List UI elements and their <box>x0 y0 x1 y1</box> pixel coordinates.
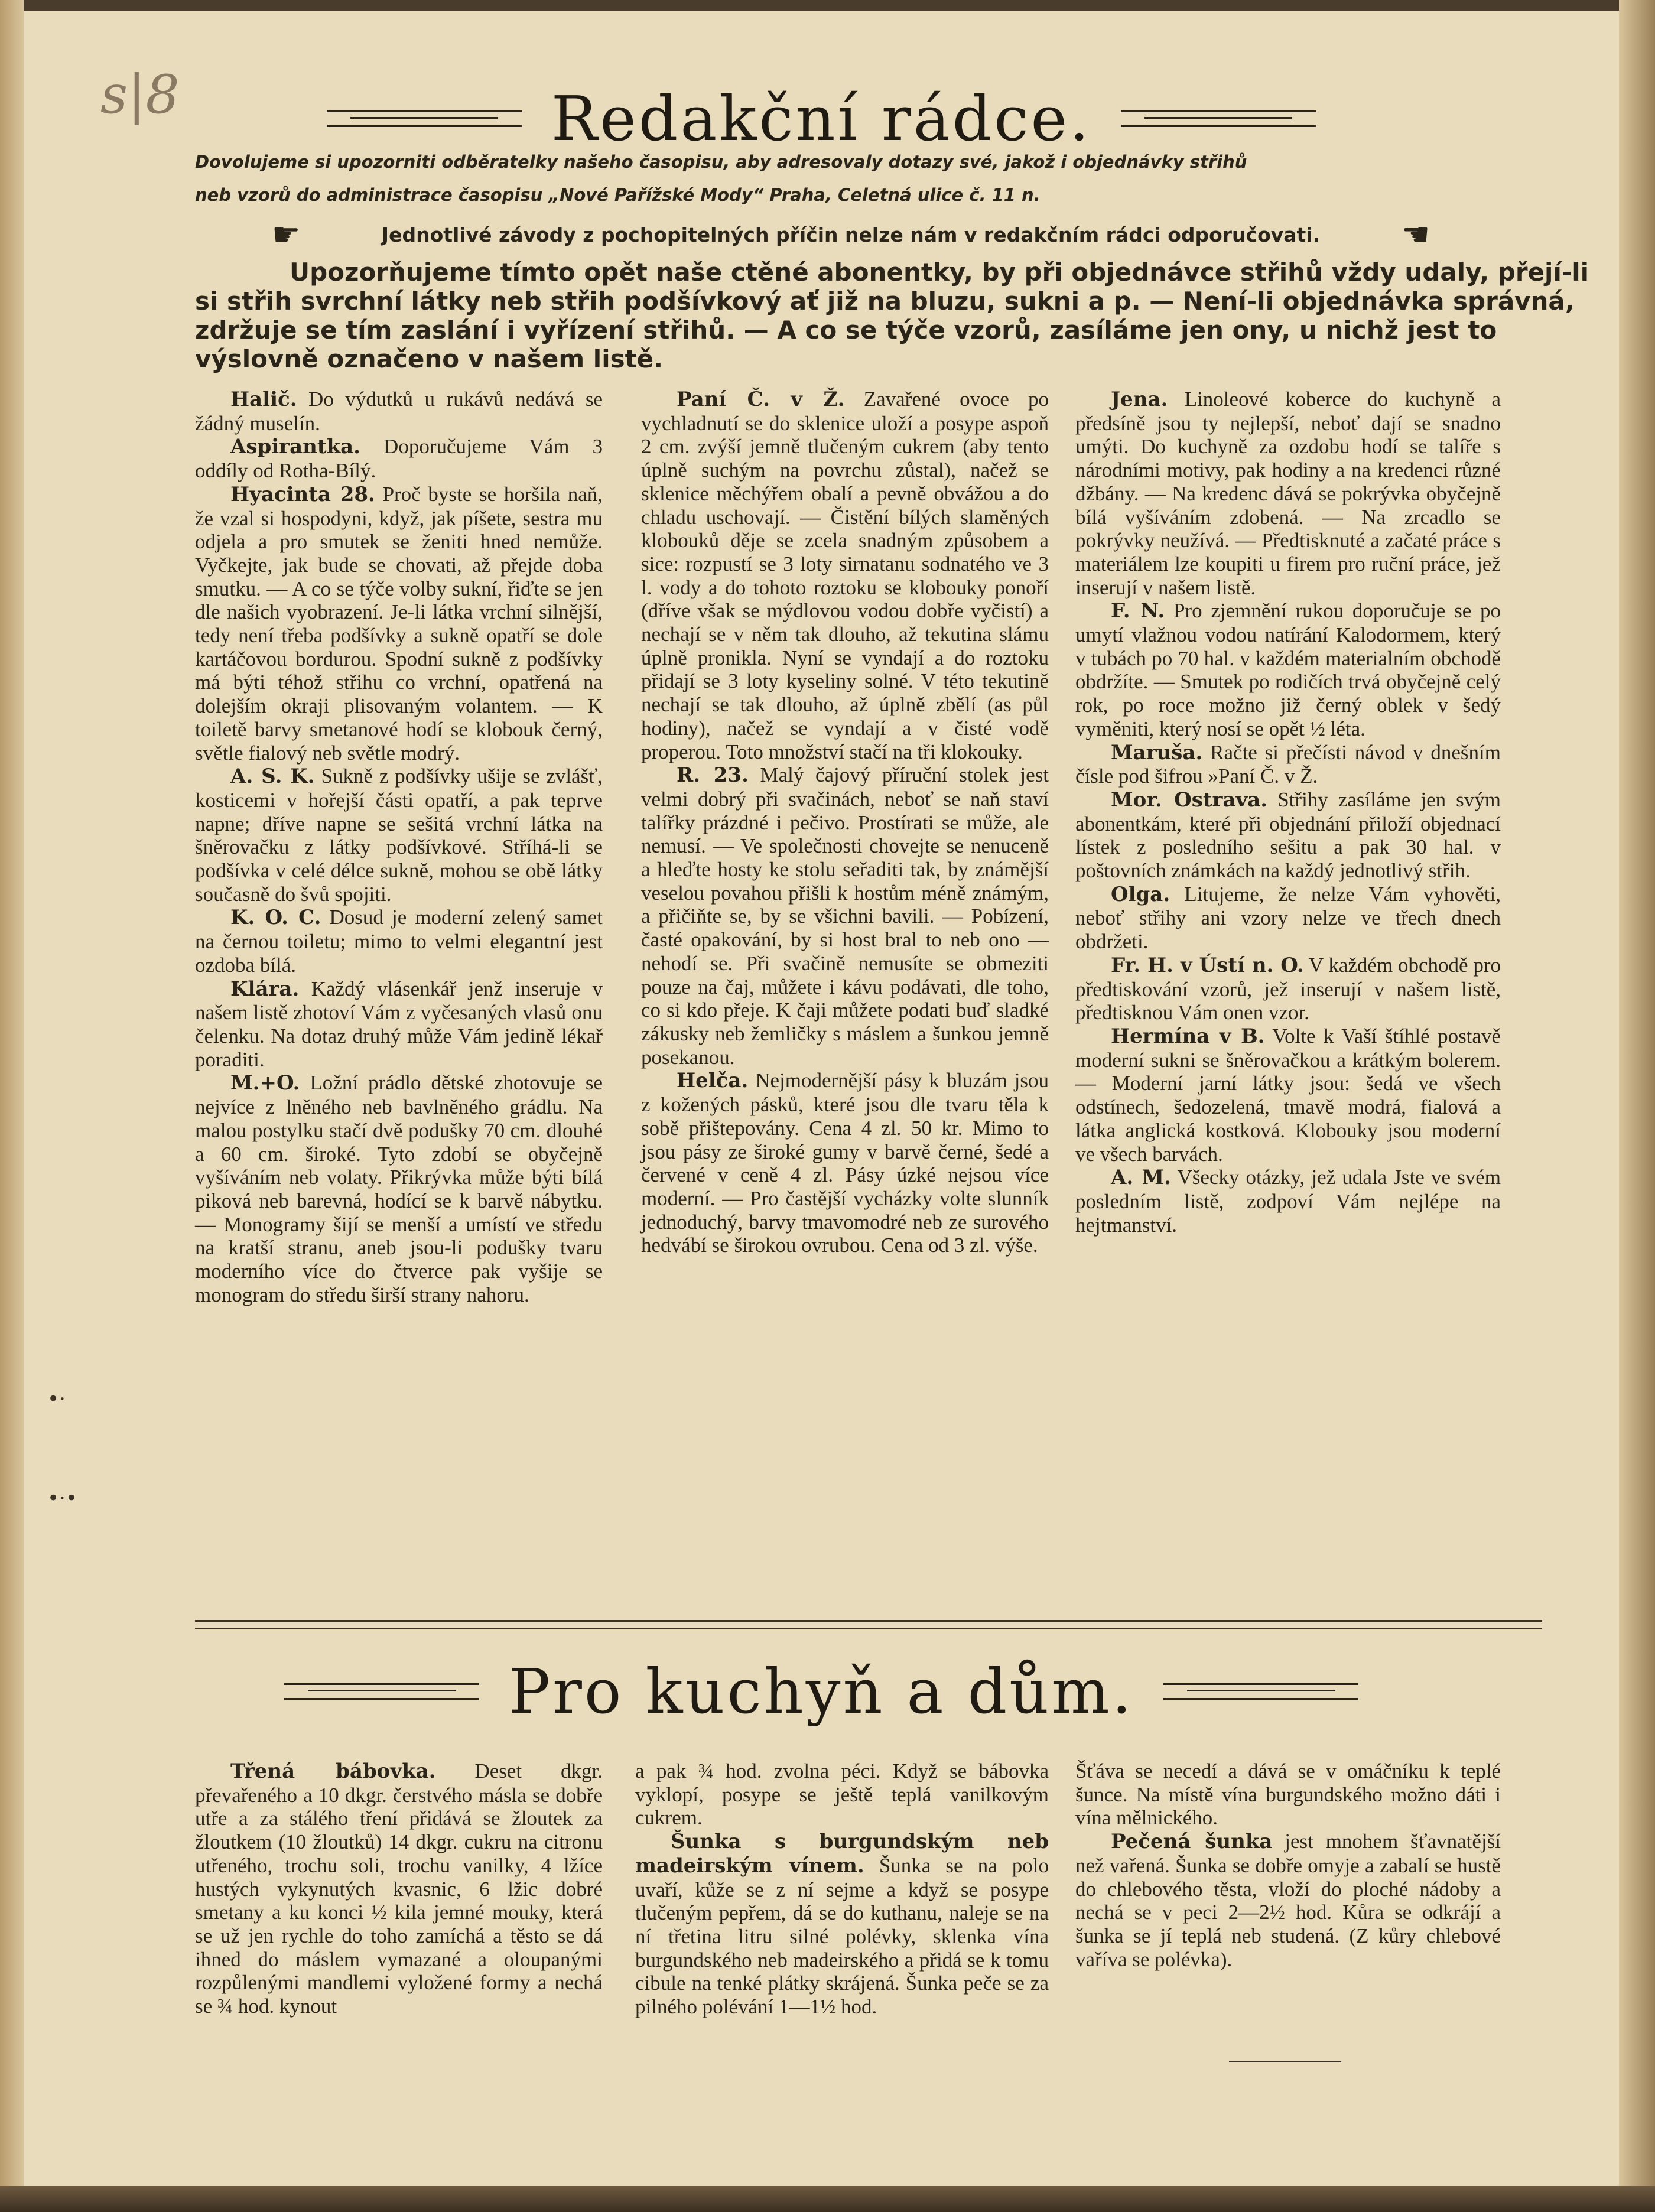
entry <box>1075 1166 1501 1237</box>
answers-column-2 <box>641 388 1049 1257</box>
entry <box>1075 788 1501 883</box>
entry <box>1075 1830 1501 1971</box>
entry-text: Všecky otázky, jež udala Jste ve svém posledním listě, zodpoví Vám nejlépe na hejtmanství. <box>1075 1166 1501 1237</box>
entry-name: Olga. <box>1111 882 1170 906</box>
entry-name: Fr. H. v Ústí n. O. <box>1111 953 1304 977</box>
title-rule-right <box>1121 110 1316 127</box>
notice-line-2: neb vzorů do administrace časopisu „Nové Pařížské Mody“ Praha, Celetná ulice č. 11 n. <box>195 185 1041 205</box>
entry-text: Do výdutků u rukávů nedává se žádný muselín. <box>195 388 603 435</box>
entry-name: K. O. C. <box>230 906 321 930</box>
entry-name: A. M. <box>1111 1166 1171 1190</box>
entry-name: Šunka s burgundským neb madeirským vínem. <box>635 1830 1049 1878</box>
entry-text: Dosud je moderní zelený samet na černou toiletu; mimo to velmi elegantní jest ozdoba bílá. <box>195 906 603 977</box>
entry-name: Jena. <box>1111 388 1168 411</box>
entry-text: Každý vlásenkář jenž inseruje v našem listě zhotoví Vám z vyčesaných vlasů onu čelenku. Na dotaz druhý může Vám jedině lékař poraditi. <box>195 977 603 1071</box>
entry-name: Paní Č. v Ž. <box>677 388 845 411</box>
entry-text: Šunka se na polo uvaří, kůže se z ní sejme a když se posype tlučeným pepřem, dá se do kuthanu, naleje se na ní třetina litru silné polévky, sklenka vína burgundského neb madeirského a přidá se k tomu cibule na tenké plátky skrájená. Šunka peče se za pilného polévání 1—1½ hod. <box>635 1853 1049 2019</box>
entry-text: Volte k Vaší štíhlé postavě moderní sukni se šněrovačkou a krátkým bolerem. — Moderní jarní látky jsou: šedá ve všech odstínech, šedozelená, tmavě modrá, fialová a látka anglická kostková. Klobouky jsou moderní ve všech barvách. <box>1075 1024 1501 1166</box>
entry <box>195 1759 603 2018</box>
title-rule-right <box>1163 1683 1358 1700</box>
entry-text: V každém obchodě pro předtiskování vzorů, jež inserují v našem listě, předtisknou Vám onen vzor. <box>1075 953 1501 1024</box>
title-rule-left <box>327 110 522 127</box>
margin-note: s|8 <box>100 64 180 126</box>
warning-line <box>272 214 1430 255</box>
section-title-pro-kuchyn <box>24 1653 1619 1730</box>
entry <box>641 763 1049 1069</box>
announcement-line: si střih svrchní látky neb střih podšívkový ať již na bluzu, sukni a p. — Není-li objednávka správná, <box>195 287 1575 315</box>
entry <box>195 906 603 977</box>
entry-text: Sukně z podšívky ušije se zvlášť, kosticemi v hořejší části opatří, a pak teprve napne; dříve napne se sešitá vrchní látka na šněrovačku z látky podšívkové. Stříhá-li se podšívka v celé délce sukně, mohou se obě látky současně do švů spojiti. <box>195 765 603 906</box>
entry <box>641 1069 1049 1257</box>
entry-text: a pak ¾ hod. zvolna péci. Když se bábovka vyklopí, posype se ještě teplá vanilkovým cukrem. <box>635 1759 1049 1830</box>
title-text: Pro kuchyň a dům. <box>509 1655 1134 1728</box>
entry-name: A. S. K. <box>230 765 315 789</box>
scan-top-edge <box>0 0 1655 11</box>
entry <box>1075 599 1501 740</box>
answers-column-1 <box>195 388 603 1306</box>
scan-right-edge <box>1619 0 1655 2212</box>
entry-text: Linoleové koberce do kuchyně a předsíně jsou ty nejlepší, neboť dají se snadno umýti. Do kuchyně za ozdobu hodí se talíře s národními motivy, pak hodiny a na kredenci různé džbány. — Na kredenc dává se pokrývka obyčejně bílá vyšíváním zdobená. — Na zrcadlo se pokrývky neužívá. — Předtisknuté a začaté práce s materiálem lze koupiti u firem pro ruční práce, jež inserují v našem listě. <box>1075 388 1501 599</box>
announcement-line: zdržuje se tím zaslání i vyřízení střihů. — A co se týče vzorů, zasíláme jen ony, u nichž jest to <box>195 315 1497 344</box>
scan-bottom-edge <box>0 2186 1655 2212</box>
entry-name: Pečená šunka <box>1111 1830 1273 1854</box>
entry <box>195 388 603 435</box>
entry <box>1075 1024 1501 1166</box>
title-rule-left <box>284 1683 479 1700</box>
entry-text: jest mnohem šťavnatější než vařená. Šunka se dobře omyje a zabalí se hustě do chlebového těsta, vloží do ploché nádoby a nechá se v peci 2—2½ hod. Kůra se odkrájí a šunka se jí teplá neb studená. (Z kůry chlebové vaříva se polévka). <box>1075 1830 1501 1971</box>
pointing-hand-right-icon: ☛ <box>272 216 301 253</box>
entry-name: F. N. <box>1111 599 1165 623</box>
section-divider <box>195 1620 1542 1629</box>
entry <box>195 1071 603 1306</box>
recipe-column-1 <box>195 1759 603 2018</box>
entry-name: Helča. <box>677 1069 749 1093</box>
entry <box>1075 741 1501 788</box>
margin-mark: •·• <box>47 1486 77 1510</box>
entry-name: Mor. Ostrava. <box>1111 788 1268 812</box>
announcement <box>195 258 1589 373</box>
margin-mark: •· <box>47 1387 66 1411</box>
entry-name: Hyacinta 28. <box>230 482 375 506</box>
magazine-page <box>24 11 1619 2186</box>
entry-text: Nejmodernější pásy k bluzám jsou z kožených pásků, které jsou dle tvaru těla k sobě přištepovány. Cena 4 zl. 50 kr. Mimo to jsou pásy ze široké gumy v barvě černé, šedé a červené v ceně 4 zl. Pásy úzké nejsou více moderní. — Pro častější vycházky volte slunník jednoduchý, barvy tmavomodré neb ze surového hedvábí se širokou ovrubou. Cena od 3 zl. výše. <box>641 1069 1049 1257</box>
entry <box>635 1830 1049 2019</box>
scan-left-edge <box>0 0 24 2212</box>
entry <box>635 1759 1049 1830</box>
entry <box>1075 883 1501 954</box>
entry-name: Klára. <box>230 977 300 1001</box>
entry-text: Doporučujeme Vám 3 oddíly od Rotha-Bílý. <box>195 435 603 483</box>
announcement-line: Upozorňujeme tímto opět naše ctěné abonentky, by při objednávce střihů vždy udaly, přejí-li <box>290 258 1589 287</box>
entry <box>195 483 603 765</box>
announcement-line: výslovně označeno v našem listě. <box>195 344 664 373</box>
entry <box>195 435 603 482</box>
entry <box>195 765 603 906</box>
title-text: Redakční rádce. <box>551 83 1092 155</box>
entry-name: M.+O. <box>230 1071 300 1095</box>
entry <box>1075 1759 1501 1830</box>
entry-text: Litujeme, že nelze Vám vyhověti, neboť střihy ani vzory nelze ve třech dnech obdržeti. <box>1075 882 1501 954</box>
entry-name: Halič. <box>230 388 297 411</box>
warning-text: Jednotlivé závody z pochopitelných příčin nelze nám v redakčním rádci odporučovati. <box>381 223 1321 246</box>
entry <box>1075 388 1501 599</box>
entry-text: Pro zjemnění rukou doporučuje se po umytí vlažnou vodou natírání Kalodormem, který v tubách po 70 hal. v každém materialním obchodě obdržíte. — Smutek po rodičích trvá obyčejně celý rok, po roce možno již černý oblek v šedý vyměniti, který nosí se opět ½ léta. <box>1075 599 1501 740</box>
entry-name: Aspirantka. <box>230 435 361 459</box>
entry-name: Třená bábovka. <box>230 1759 436 1783</box>
entry <box>1075 954 1501 1024</box>
entry-text: Proč byste se horšila naň, že vzal si hospodyni, když, jak píšete, sestra mu odjela a pro smutek se ženiti hned nemůže. Vyčkejte, jak bude se chovati, až přejde doba smutku. — A co se týče volby sukní, řiďte se jen dle našich vyobrazení. Je-li látka vrchní silnější, tedy není třeba podšívky a sukně opatří se dole kartáčovou bordurou. Spodní sukně z podšívky má býti téhož střihu co vrchní, opatřená na dolejším okraji plisovaným volantem. — K toiletě barvy smetanové hodí se klobouk černý, světle fialový neb světle modrý. <box>195 482 603 765</box>
recipe-column-3 <box>1075 1759 1501 1971</box>
entry-text: Šťáva se necedí a dává se v omáčníku k teplé šunce. Na místě vína burgundského možno dáti i vína mělnického. <box>1075 1759 1501 1830</box>
entry-text: Deset dkgr. převařeného a 10 dkgr. čerstvého másla se dobře utře a za stálého tření přidává se žloutek za žloutkem (10 žloutků) 14 dkgr. cukru na citronu utřeného, trochu soli, trochu vanilky, 4 lžíce hustých vykynutých kvasnic, 6 lžic dobré smetany a ku konci ½ kila jemné mouky, která se už jen rychle do toho zamíchá a těsto se dá ihned do máslem vymazané a oloupanými rozpůlenými mandlemi vyložené formy a nechá se ¾ hod. kynout <box>195 1759 603 2018</box>
entry <box>195 977 603 1072</box>
entry-name: Hermína v B. <box>1111 1024 1265 1048</box>
answers-column-3 <box>1075 388 1501 1237</box>
entry-name: Maruša. <box>1111 740 1203 765</box>
entry-text: Ložní prádlo dětské zhotovuje se nejvíce z lněného neb bavlněného grádlu. Na malou postylku stačí dvě podušky 70 cm. dlouhé a 60 cm. široké. Tyto zdobí se obyčejně vyšíváním neb volaty. Přikrývka může býti bílá piková neb barevná, hodící se k barvě nábytku. — Monogramy šijí se menší a umístí ve středu na kratší stranu, aneb jsou-li podušky tvaru moderního více do čtverce pak vyšije se monogram do středu širší strany nahoru. <box>195 1071 603 1306</box>
entry-text: Malý čajový příruční stolek jest velmi dobrý při svačinách, neboť se naň staví talířky prázdné i pečivo. Prostírati se může, ale nemusí. — Ve společnosti chovejte se nenuceně a hleďte hosty ke stolu seřaditi tak, by známější veselou povahou přišli k hostům méně známým, a přičiňte se, by se všichni bavili. — Pobízení, časté opakování, by si host bral to neb ono — nehodí se. Při svačině nemusíte se obmeziti pouze na čaj, můžete i kávu podávati, dle toho, co si kdo přeje. K čaji můžete podati buď sladké zákusky neb žemličky s máslem a šunkou jemně posekanou. <box>641 763 1049 1069</box>
end-rule <box>1229 2061 1341 2062</box>
entry <box>641 388 1049 763</box>
entry-name: R. 23. <box>677 763 749 788</box>
recipe-column-2 <box>635 1759 1049 2019</box>
entry-text: Račte si přečísti návod v dnešním čísle pod šifrou »Paní Č. v Ž. <box>1075 740 1501 788</box>
entry-text: Zavařené ovoce po vychladnutí se do sklenice uloží a posype aspoň 2 cm. zvýší jemně tlučeným cukrem (aby tento úplně suchým na povrchu zůstal), načež se sklenice měchýřem obalí a pevně obvážou a do chladu uschovají. — Čistění bílých slaměných klobouků děje se zcela snadným způsobem a sice: rozpustí se 3 loty sirnatanu sodnatého ve 3 l. vody a do tohoto roztoku se klobouky ponoří (dříve však se mýdlovou vodou dobře vyčistí) a nechají se v něm tak dlouho, až tekutina slámu úplně pronikla. Nyní se vyndají a do roztoku přidají se 3 loty kyseliny solné. V této tekutině nechají se tak dlouho, až úplně zbělí (as půl hodiny), načež se vyndají a v čisté vodě properou. Toto množství stačí na tři klokouky. <box>641 388 1049 763</box>
entry-text: Střihy zasíláme jen svým abonentkám, které při objednání přiloží objednací lístek z posledního sešitu a pak 30 hal. v poštovních známkách na každý jednotlivý střih. <box>1075 788 1501 883</box>
pointing-hand-left-icon: ☚ <box>1401 216 1430 253</box>
notice-line-1: Dovolujeme si upozorniti odběratelky našeho časopisu, aby adresovaly dotazy své, jakož i objednávky střihů <box>195 152 1247 172</box>
